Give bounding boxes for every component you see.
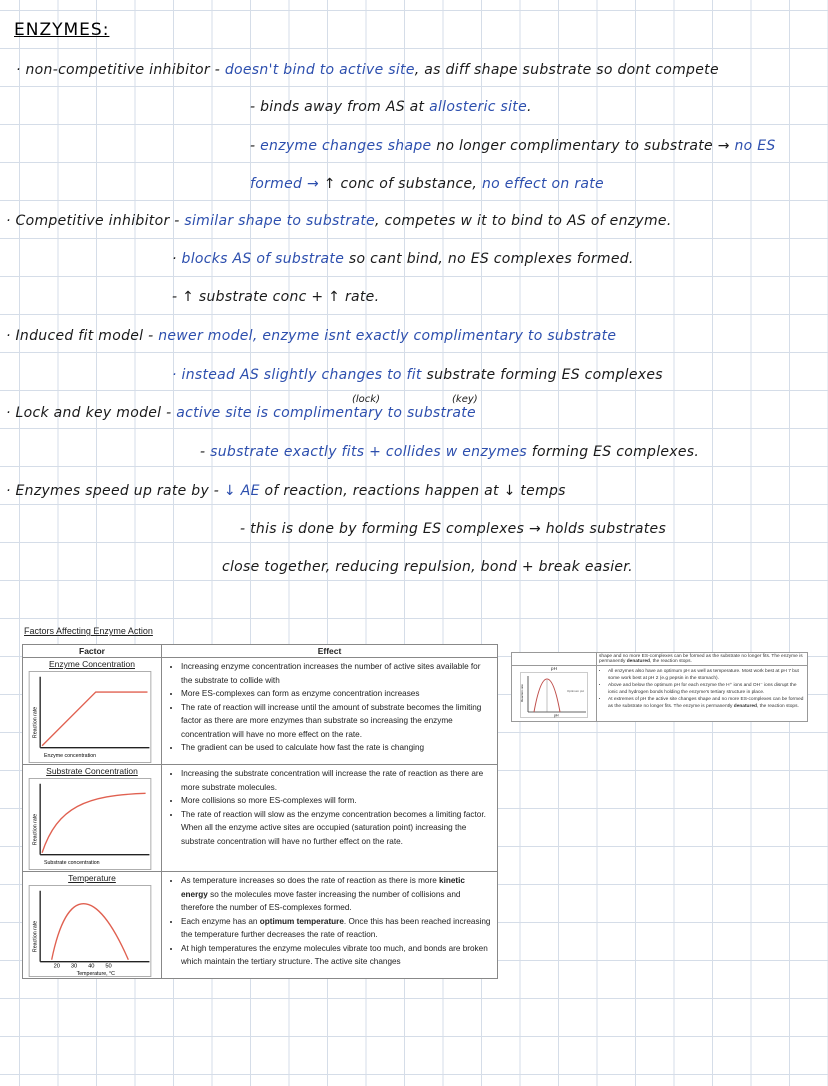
note-line (172, 289, 379, 305)
note-line (250, 99, 532, 115)
x-axis-label: Enzyme concentration (44, 753, 97, 760)
tick-label: 50 (105, 963, 112, 970)
note-line (222, 559, 633, 575)
effect-bullet: • The rate of reaction will slow as the enzyme concentration becomes a limiting factor. When all the enzyme active sites are occupied (saturation point) increasing the substrate concentration will have no further effect on the rate. (181, 808, 494, 849)
note-segment: blocks AS of substrate (181, 251, 345, 267)
ph-snippet-table (511, 652, 808, 722)
effect-bullet: • As temperature increases so does the rate of reaction as there is more kinetic energy so the molecules move faster increasing the number of collisions and therefore the number of ES-complexes formed. (181, 874, 494, 915)
effect-bullet: • The gradient can be used to calculate how fast the rate is changing (181, 741, 494, 755)
note-segment: no ES (734, 138, 776, 154)
x-axis-label: Temperature, °C (76, 971, 115, 977)
note-segment: · Enzymes speed up rate by - (6, 483, 224, 499)
note-segment: substrate forming ES complexes (421, 367, 663, 383)
table-row (23, 872, 498, 979)
effect-bullet: • Increasing the substrate concentration will increase the rate of reaction as there are more substrate molecules. (181, 767, 494, 794)
note-line (172, 251, 634, 267)
factor-name: Temperature (68, 873, 116, 883)
key-annotation: (key) (452, 394, 478, 405)
effect-bullet: • The rate of reaction will increase until the amount of substrate becomes the limiting factor as there are more enzymes than substrate so increasing the enzyme concentration will have no more effect on the rate. (181, 701, 494, 742)
note-line (250, 138, 776, 154)
note-segment: substrate exactly fits + collides w enzymes (210, 444, 527, 460)
note-segment: · Induced fit model - (6, 328, 159, 344)
lock-annotation: (lock) (352, 394, 380, 405)
note-line (16, 62, 719, 78)
note-line (6, 483, 566, 499)
note-segment: similar shape to substrate (184, 213, 376, 229)
document-title: Factors Affecting Enzyme Action (24, 626, 153, 636)
note-segment: no longer complimentary to substrate → (431, 138, 735, 154)
tick-label: 20 (53, 963, 60, 970)
note-line (200, 444, 699, 460)
note-segment: so cant bind, no ES complexes formed. (344, 251, 634, 267)
note-segment: of reaction, reactions happen at ↓ temps (259, 483, 566, 499)
note-segment: doesn't bind to active site (224, 62, 415, 78)
effect-list (165, 660, 494, 755)
effect-bullet: • More collisions so more ES-complexes will form. (181, 794, 494, 808)
effect-list (165, 767, 494, 848)
note-segment: newer model, enzyme isnt exactly complimentary to substrate (158, 328, 617, 344)
note-line (6, 213, 672, 229)
note-segment: - binds away from AS at (250, 99, 430, 115)
header-effect: Effect (162, 645, 498, 658)
note-segment: - (200, 444, 211, 460)
tick-label: 40 (88, 963, 95, 970)
note-segment: ↑ conc of substance, (323, 176, 482, 192)
snippet-continuation: shape and no more ES-complexes can be formed as the substrate no longer fits. The enzyme is permanently denatured, the reaction stops. (597, 653, 808, 666)
snippet-factor: pH (550, 667, 558, 672)
x-axis-label: Substrate concentration (44, 860, 100, 867)
note-segment: · (172, 251, 182, 267)
note-segment: , as diff shape substrate so dont compete (414, 62, 719, 78)
note-line (6, 405, 476, 421)
effect-bullet: • Each enzyme has an optimum temperature. Once this has been reached increasing the temperature further decreases the rate of reaction. (181, 915, 494, 942)
note-line (250, 176, 604, 192)
note-segment: , competes w it to bind to AS of enzyme. (375, 213, 672, 229)
effect-list (165, 874, 494, 969)
note-line (6, 328, 616, 344)
note-segment: - ↑ substrate conc + ↑ rate. (172, 289, 380, 305)
note-segment: · Lock and key model - (6, 405, 177, 421)
snippet-bullet: • All enzymes also have an optimum pH as well as temperature. Most work best at pH 7 but some work best at pH 2 (e.g pepsin in the stomach). (608, 668, 805, 682)
note-line (240, 521, 666, 537)
factor-graph (26, 671, 154, 763)
y-axis-label: Reaction rate (32, 706, 39, 739)
factor-graph (26, 778, 154, 870)
snippet-optimum-label: Optimum pH (567, 689, 584, 693)
factors-table (22, 644, 498, 979)
note-segment: close together, reducing repulsion, bond + break easier. (222, 559, 633, 575)
snippet-bullets (599, 668, 805, 710)
note-segment: · instead AS (172, 367, 264, 383)
note-segment: forming ES complexes. (527, 444, 700, 460)
note-segment: ↓ AE (223, 483, 260, 499)
factor-name: Enzyme Concentration (49, 659, 135, 669)
table-row (23, 765, 498, 872)
header-factor: Factor (23, 645, 162, 658)
note-segment: - this is done by forming ES complexes → holds substrates (240, 521, 667, 537)
snippet-bullet: • Above and below the optimum pH for each enzyme the H⁺ ions and OH⁻ ions disrupt the ionic and hydrogen bonds holding the enzyme's tertiary structure in place. (608, 682, 805, 696)
note-segment: · non-competitive inhibitor - (16, 62, 225, 78)
snippet-bullet: • At extremes of pH the active site changes shape and no more ES-complexes can be formed as the substrate no longer fits. The enzyme is permanently denatured, the reaction stops. (608, 696, 805, 710)
effect-bullet: • More ES-complexes can form as enzyme concentration increases (181, 687, 494, 701)
effect-bullet: • Increasing enzyme concentration increases the number of active sites available for the substrate to collide with (181, 660, 494, 687)
y-axis-label: Reaction rate (32, 920, 39, 953)
ph-graph (520, 672, 588, 718)
snippet-xlabel: pH (554, 713, 559, 718)
note-line (172, 367, 663, 383)
y-axis-label: Reaction rate (32, 813, 39, 846)
note-segment: · Competitive inhibitor - (6, 213, 185, 229)
note-segment: . (527, 99, 532, 115)
note-segment: enzyme changes shape (260, 138, 432, 154)
factor-name: Substrate Concentration (46, 766, 138, 776)
note-segment: formed → (250, 176, 324, 192)
factor-graph (26, 885, 154, 977)
note-segment: allosteric site (429, 99, 528, 115)
tick-label: 30 (70, 963, 78, 970)
note-segment: no effect on rate (481, 176, 604, 192)
table-row (23, 658, 498, 765)
effect-bullet: • At high temperatures the enzyme molecules vibrate too much, and bonds are broken which maintain the tertiary structure. The active site changes (181, 942, 494, 969)
page-title: ENZYMES: (14, 20, 110, 40)
note-segment: active site is complimentary to substrate (176, 405, 476, 421)
note-segment: slightly changes to fit (263, 367, 422, 383)
snippet-ylabel: Reaction rate (520, 684, 524, 702)
note-segment: - (250, 138, 261, 154)
